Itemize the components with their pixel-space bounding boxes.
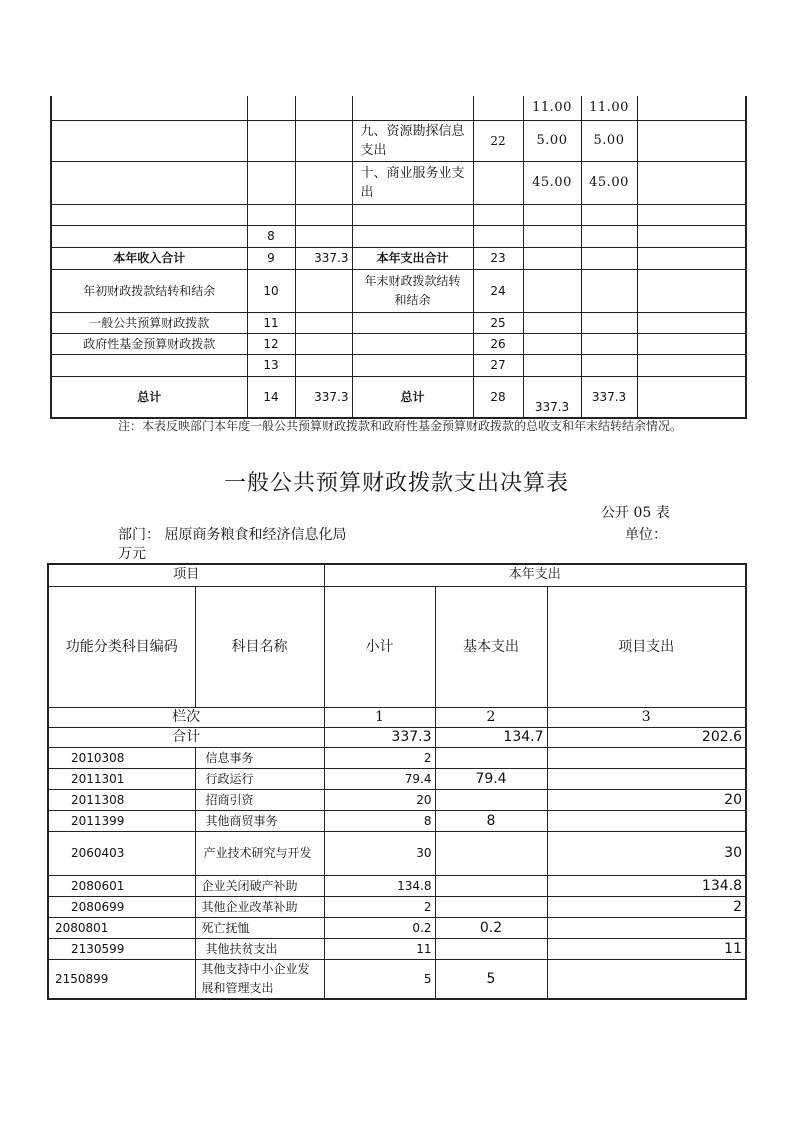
index-cell: 3	[547, 707, 746, 727]
line-number: 23	[473, 247, 523, 269]
line-number: 28	[473, 376, 523, 418]
name-cell: 其他商贸事务	[195, 810, 324, 831]
line-number: 10	[247, 269, 295, 312]
line-number: 8	[247, 225, 295, 247]
value-cell: 5.00	[523, 120, 581, 161]
basic-cell: 5	[435, 959, 547, 999]
subtotal-cell: 134.8	[324, 875, 435, 896]
basic-cell: 79.4	[435, 768, 547, 789]
table-row	[48, 896, 746, 917]
basic-cell	[435, 789, 547, 810]
value-cell: 337.3	[523, 376, 581, 418]
subtotal-cell: 2	[324, 896, 435, 917]
name-cell: 死亡抚恤	[195, 917, 324, 938]
project-cell	[547, 747, 746, 768]
code-cell: 2011301	[48, 768, 195, 789]
name-cell: 其他支持中小企业发展和管理支出	[195, 959, 324, 999]
project-cell: 30	[547, 831, 746, 875]
basic-cell: 0.2	[435, 917, 547, 938]
value-cell: 337.3	[295, 376, 352, 418]
value-cell: 45.00	[581, 161, 637, 204]
project-cell	[547, 959, 746, 999]
project-cell	[547, 768, 746, 789]
index-cell: 1	[324, 707, 435, 727]
column-header-name: 科目名称	[195, 586, 324, 707]
table-header-row	[48, 564, 746, 586]
value-cell: 337.3	[581, 376, 637, 418]
name-cell: 行政运行	[195, 768, 324, 789]
table-row	[51, 354, 746, 376]
table-row	[51, 269, 746, 312]
table-row	[51, 204, 746, 225]
table-row	[48, 959, 746, 999]
value-cell: 45.00	[523, 161, 581, 204]
project-cell	[547, 810, 746, 831]
subtotal-cell: 0.2	[324, 917, 435, 938]
name-cell: 其他扶贫支出	[195, 938, 324, 959]
value-cell: 11.00	[581, 96, 637, 120]
carry-end-label: 年末财政拨款结转和结余	[352, 269, 473, 312]
name-cell: 产业技术研究与开发	[195, 831, 324, 875]
subtotal-cell: 5	[324, 959, 435, 999]
line-number: 12	[247, 333, 295, 354]
column-header-code: 功能分类科目编码	[48, 586, 195, 707]
total-label: 合计	[48, 727, 324, 747]
department-label: 部门： 屈原商务粮食和经济信息化局	[118, 527, 347, 543]
carry-begin-label: 年初财政拨款结转和结余	[51, 269, 247, 312]
subtotal-cell: 11	[324, 938, 435, 959]
column-header-project: 项目支出	[547, 586, 746, 707]
table-number: 公开 05 表	[601, 505, 670, 521]
column-header-basic: 基本支出	[435, 586, 547, 707]
table-row	[51, 161, 746, 204]
table-header-row	[48, 586, 746, 707]
table-row	[51, 333, 746, 354]
line-number: 9	[247, 247, 295, 269]
line-number: 25	[473, 312, 523, 333]
name-cell: 其他企业改革补助	[195, 896, 324, 917]
value-cell: 5.00	[581, 120, 637, 161]
code-cell: 2130599	[48, 938, 195, 959]
name-cell: 企业关闭破产补助	[195, 875, 324, 896]
total-row	[48, 727, 746, 747]
table-row	[51, 376, 746, 418]
code-cell: 2011308	[48, 789, 195, 810]
line-number: 24	[473, 269, 523, 312]
line-number: 22	[473, 120, 523, 161]
project-cell: 2	[547, 896, 746, 917]
project-cell: 134.8	[547, 875, 746, 896]
subtotal-cell: 20	[324, 789, 435, 810]
header-project: 项目	[48, 564, 324, 586]
subtotal-cell: 8	[324, 810, 435, 831]
table-row	[51, 120, 746, 161]
line-number: 13	[247, 354, 295, 376]
unit-value: 万元	[118, 546, 146, 562]
project-cell: 20	[547, 789, 746, 810]
expense-table	[47, 563, 747, 1000]
page-title: 一般公共预算财政拨款支出决算表	[223, 471, 569, 496]
basic-cell: 8	[435, 810, 547, 831]
basic-cell	[435, 747, 547, 768]
header-expense: 本年支出	[324, 564, 746, 586]
code-cell: 2080601	[48, 875, 195, 896]
unit-label: 单位：	[625, 527, 667, 543]
value-cell: 337.3	[295, 247, 352, 269]
total-project: 202.6	[547, 727, 746, 747]
total-subtotal: 337.3	[324, 727, 435, 747]
basic-cell	[435, 875, 547, 896]
table-row	[51, 225, 746, 247]
table-row	[48, 810, 746, 831]
grand-total-label: 总计	[51, 376, 247, 418]
table-row	[51, 247, 746, 269]
expense-grand-total-label: 总计	[352, 376, 473, 418]
table-row	[48, 938, 746, 959]
project-cell	[547, 917, 746, 938]
subtotal-cell: 79.4	[324, 768, 435, 789]
table-row	[48, 768, 746, 789]
line-number: 14	[247, 376, 295, 418]
income-total-label: 本年收入合计	[51, 247, 247, 269]
code-cell: 2010308	[48, 747, 195, 768]
line-number: 11	[247, 312, 295, 333]
expense-rows	[48, 747, 746, 999]
subtotal-cell: 30	[324, 831, 435, 875]
income-expense-table	[50, 96, 747, 419]
project-cell: 11	[547, 938, 746, 959]
code-cell: 2080699	[48, 896, 195, 917]
general-budget-label: 一般公共预算财政拨款	[51, 312, 247, 333]
table-row	[48, 789, 746, 810]
name-cell: 招商引资	[195, 789, 324, 810]
index-label: 栏次	[48, 707, 324, 727]
total-basic: 134.7	[435, 727, 547, 747]
expense-total-label: 本年支出合计	[352, 247, 473, 269]
value-cell: 11.00	[523, 96, 581, 120]
line-number: 26	[473, 333, 523, 354]
expense-item-label: 十、商业服务业支出	[352, 161, 473, 204]
basic-cell	[435, 896, 547, 917]
code-cell: 2080801	[48, 917, 195, 938]
table-row	[51, 312, 746, 333]
code-cell: 2060403	[48, 831, 195, 875]
gov-fund-label: 政府性基金预算财政拨款	[51, 333, 247, 354]
index-row	[48, 707, 746, 727]
code-cell: 2150899	[48, 959, 195, 999]
basic-cell	[435, 938, 547, 959]
table-row	[48, 875, 746, 896]
table-row	[48, 747, 746, 768]
line-number: 27	[473, 354, 523, 376]
table-row	[48, 917, 746, 938]
basic-cell	[435, 831, 547, 875]
name-cell: 信息事务	[195, 747, 324, 768]
column-header-subtotal: 小计	[324, 586, 435, 707]
code-cell: 2011399	[48, 810, 195, 831]
table-note: 注：本表反映部门本年度一般公共预算财政拨款和政府性基金预算财政拨款的总收支和年末结转结余情况。	[118, 419, 683, 433]
table-row	[51, 96, 746, 120]
table-row	[48, 831, 746, 875]
subtotal-cell: 2	[324, 747, 435, 768]
expense-item-label: 九、资源勘探信息支出	[352, 120, 473, 161]
index-cell: 2	[435, 707, 547, 727]
